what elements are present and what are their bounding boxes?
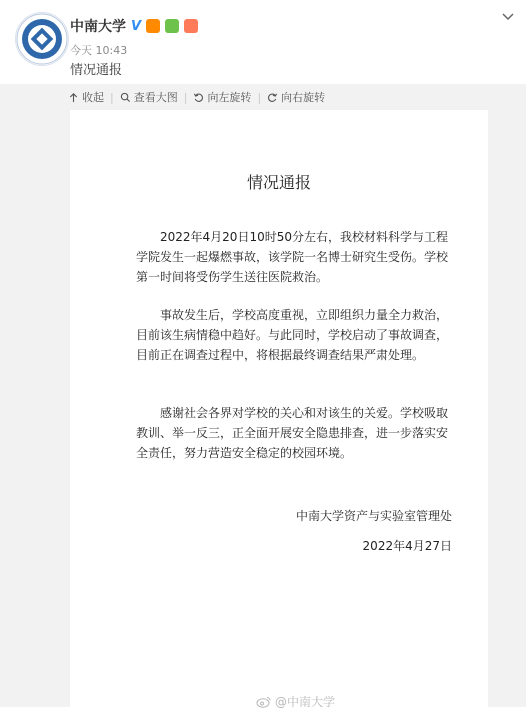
separator: | <box>183 90 188 104</box>
rotate-left-icon <box>193 92 204 103</box>
verified-icon: V <box>131 18 142 34</box>
author-name[interactable]: 中南大学 <box>70 19 126 35</box>
collapse-label: 收起 <box>82 91 104 104</box>
rotate-right-label: 向右旋转 <box>281 91 326 104</box>
view-large-label: 查看大图 <box>133 91 178 104</box>
author-row <box>70 16 198 36</box>
notice-paragraph-1: 2022年4月20日10时50分左右，我校材料科学与工程学院发生一起爆燃事故，该学院一名博士研究生受伤。学校第一时间将受伤学生送往医院救治。 <box>136 230 449 284</box>
image-toolbar <box>68 88 325 106</box>
watermark <box>256 693 335 710</box>
notice-signature: 中南大学资产与实验室管理处 <box>295 509 452 523</box>
chevron-down-icon[interactable] <box>500 8 516 24</box>
post-header <box>0 0 526 84</box>
watermark-text: @中南大学 <box>275 695 336 709</box>
notice-paragraph-2: 事故发生后，学校高度重视，立即组织力量全力救治，目前该生病情稳中趋好。与此同时，学校启动了事故调查，目前正在调查过程中，将根据最终调查结果严肃处理。 <box>136 308 449 362</box>
post-text: 情况通报 <box>70 63 123 78</box>
notice-image[interactable] <box>70 110 488 707</box>
notice-title: 情况通报 <box>246 173 311 192</box>
collapse-button[interactable] <box>68 89 104 105</box>
rotate-left-button[interactable] <box>193 89 251 105</box>
collapse-icon <box>68 92 79 103</box>
rotate-right-button[interactable] <box>267 89 325 105</box>
badge-icon-3[interactable] <box>184 19 198 33</box>
post-time[interactable]: 今天 10:43 <box>70 44 128 57</box>
rotate-right-icon <box>267 92 278 103</box>
notice-paragraph-3: 感谢社会各界对学校的关心和对该生的关爱。学校吸取教训、举一反三，正全面开展安全隐患排查，进一步落实安全责任，努力营造安全稳定的校园环境。 <box>136 406 449 460</box>
university-logo-icon <box>16 13 68 65</box>
separator: | <box>110 90 114 104</box>
badge-icon-1[interactable] <box>146 19 160 33</box>
badge-icon-2[interactable] <box>165 19 179 33</box>
rotate-left-label: 向左旋转 <box>207 91 252 104</box>
notice-date: 2022年4月27日 <box>362 539 452 553</box>
university-logo-avatar[interactable] <box>15 12 69 66</box>
weibo-icon <box>256 696 272 708</box>
separator: | <box>257 90 262 104</box>
view-large-button[interactable] <box>120 89 178 105</box>
search-icon <box>120 92 131 103</box>
